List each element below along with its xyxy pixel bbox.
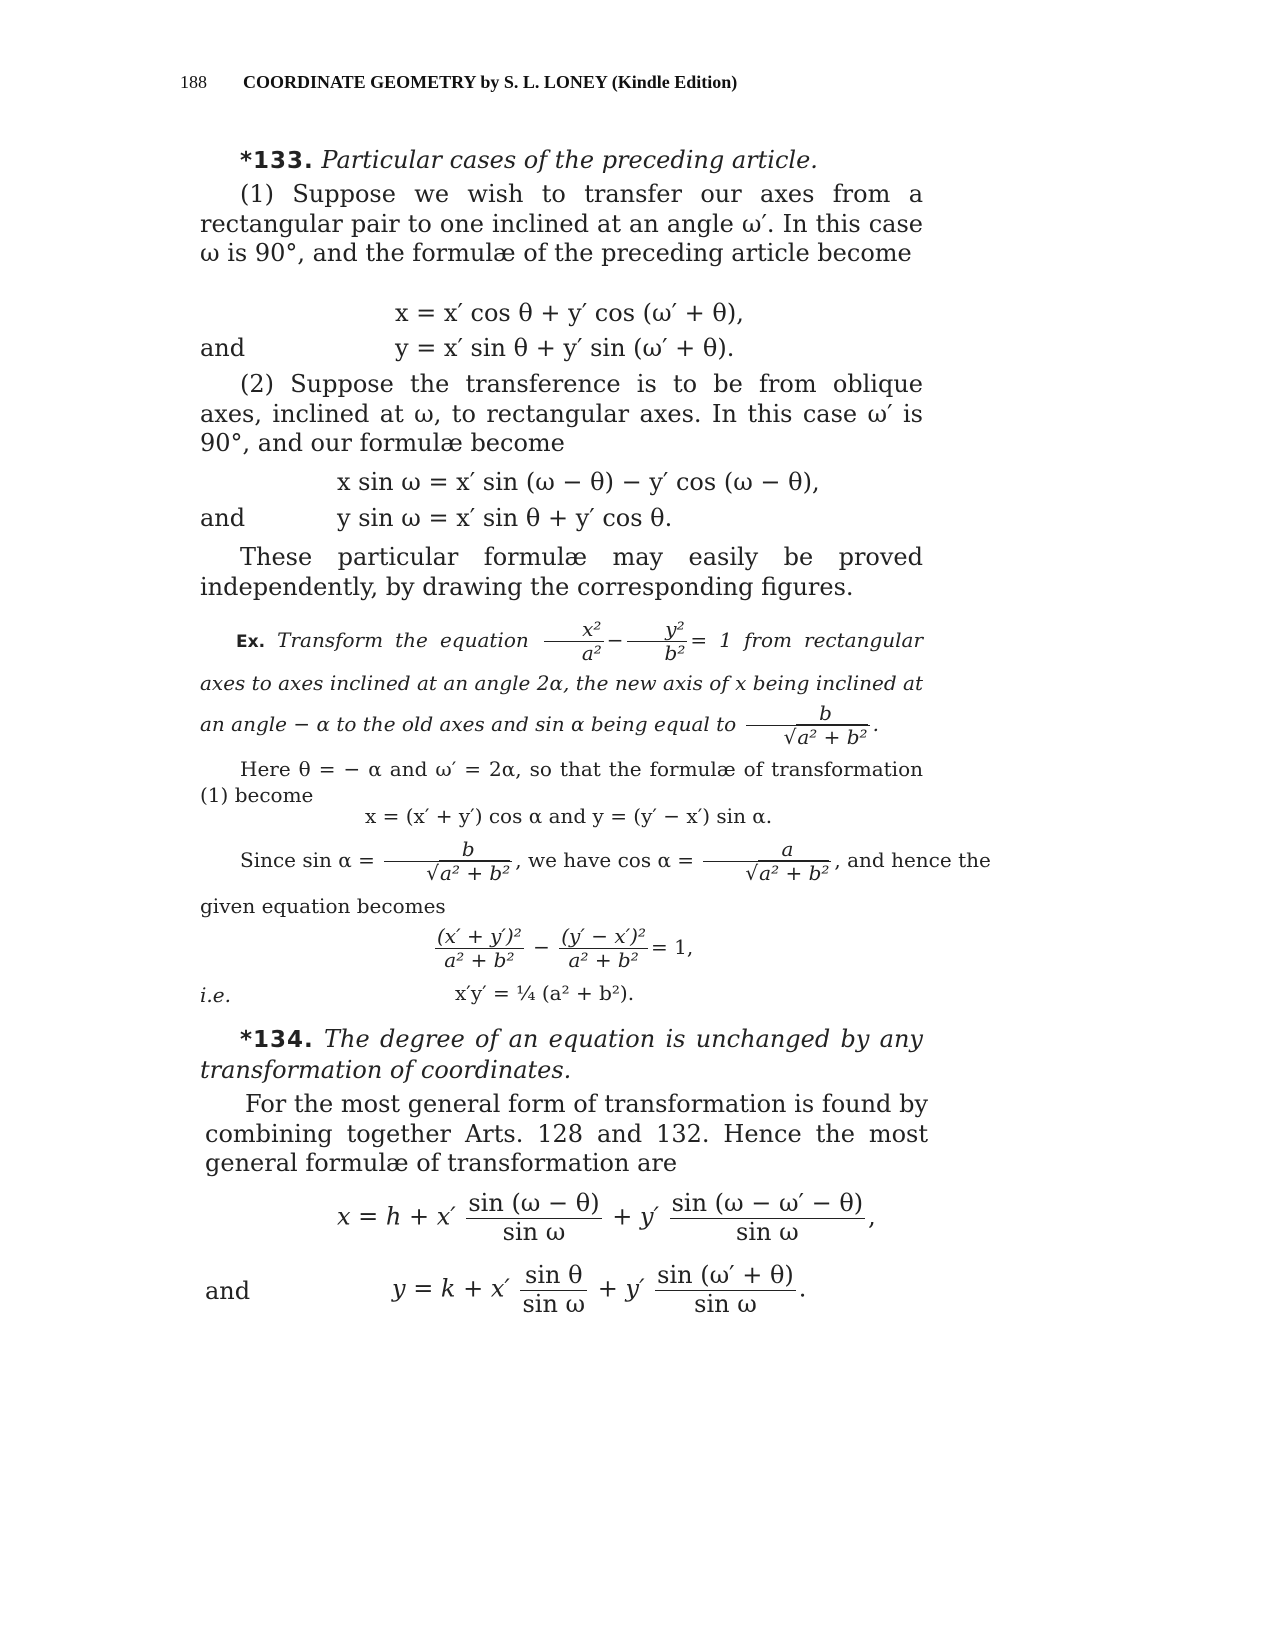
equation-2b: y sin ω = x′ sin θ + y′ cos θ. (337, 504, 673, 532)
paragraph-case-1: (1) Suppose we wish to transfer our axes from a rectangular pair to one inclined at an angle ω′. In this case ω is 90°, and the formulæ of the preceding article become (200, 180, 923, 267)
and-label: and (205, 1277, 251, 1305)
equation-1b: y = x′ sin θ + y′ sin (ω′ + θ). (395, 334, 735, 362)
example-solution-3: given equation becomes (200, 894, 446, 918)
example-solution-1: Here θ = − α and ω′ = 2α, so that the formulæ of transformation (1) become (200, 757, 923, 807)
example-text-a: Transform the equation (277, 628, 529, 652)
paragraph-note: These particular formulæ may easily be proved independently, by drawing the corresponding figures. (200, 543, 923, 601)
and-label: and (200, 334, 246, 362)
fraction-x2-a2: $\frac{\text{x²}}{\text{a²}}$ (544, 618, 604, 665)
article-number: *134. (240, 1027, 314, 1053)
equation-3: x = (x′ + y′) cos α and y = (y′ − x′) sin α. (365, 804, 773, 828)
example-text-b: = 1 from rectangular axes to axes inclined at an angle 2α, the new axis of x being inclined at an angle − α to the old axes and sin α being equal to (200, 628, 924, 736)
article-134-heading (200, 1025, 923, 1085)
equation-2a: x sin ω = x′ sin (ω − θ) − y′ cos (ω − θ), (337, 468, 820, 496)
equation-6: x = h + x′ $\frac{\sin (\omega - \theta)}{\text{sin ω}}$ + y′ $\frac{\sin (\omega - \omega' - \theta)}{\text{sin ω}}$ , (337, 1189, 876, 1246)
fraction-sin-alpha: $\frac{b}{\text{√a² + b²}}$ (384, 838, 512, 885)
equation-5: x′y′ = ¼ (a² + b²). (455, 981, 635, 1005)
article-title: The degree of an equation is unchanged by any transformation of coordinates. (200, 1025, 923, 1084)
and-label: and (200, 504, 246, 532)
example-solution-2: Since sin α = $\frac{b}{\text{√a² + b²}}$ , we have cos α = $\frac{a}{\text{√a² + b²}}$ , and hence the (240, 837, 991, 885)
article-133-heading (200, 146, 923, 177)
example-label: Ex. (236, 632, 266, 652)
book-title: COORDINATE GEOMETRY by S. L. LONEY (Kindle Edition) (243, 72, 738, 92)
running-header (180, 72, 737, 93)
fraction-y2-b2: $\frac{\text{y²}}{\text{b²}}$ (627, 618, 688, 665)
fraction-eq7-first: $\frac{\text{sin θ}}{\text{sin ω}}$ (522, 1261, 586, 1318)
equation-7: y = k + x′ $\frac{\text{sin θ}}{\text{sin ω}}$ + y′ $\frac{\sin (\omega' + \theta)}{\text{sin ω}}$ . (392, 1261, 807, 1318)
article-title: Particular cases of the preceding article. (321, 146, 818, 174)
fraction-eq7-second: $\frac{\sin (\omega' + \theta)}{\text{sin ω}}$ (657, 1261, 794, 1318)
example-statement: Ex. Transform the equation $\frac{\text{x²}}{\text{a²}}$ − $\frac{\text{y²}}{\text{b²}}$ = 1 from rectangular axes to axes inclined at an angle 2α, the new axis of x being inclined at an angle − α to the old axes and sin α being equal to $\frac{b}{\text{√a² + b²}}$ . (200, 617, 924, 749)
page-number: 188 (180, 72, 207, 92)
fraction-eq4-first: $\frac{\text{(x′ + y′)²}}{\text{a² + b²}}$ (437, 924, 522, 972)
fraction-eq6-second: $\frac{\sin (\omega - \omega' - \theta)}{\text{sin ω}}$ (671, 1189, 864, 1246)
fraction-eq4-second: $\frac{\text{(y′ − x′)²}}{\text{a² + b²}}$ (561, 924, 647, 972)
fraction-eq6-first: $\frac{\sin (\omega - \theta)}{\text{sin ω}}$ (468, 1189, 600, 1246)
fraction-b-sqrt: $\frac{b}{\text{√a² + b²}}$ (746, 702, 870, 749)
paragraph-case-2: (2) Suppose the transference is to be from oblique axes, inclined at ω, to rectangular axes. In this case ω′ is 90°, and our formulæ become (200, 370, 923, 457)
fraction-cos-alpha: $\frac{a}{\text{√a² + b²}}$ (703, 838, 831, 885)
equation-1a: x = x′ cos θ + y′ cos (ω′ + θ), (395, 299, 744, 327)
paragraph-general: For the most general form of transformation is found by combining together Arts. 128 and 132. Hence the most general formulæ of transformation are (205, 1090, 928, 1177)
article-number: *133. (240, 148, 314, 174)
ie-label: i.e. (200, 983, 231, 1007)
equation-4: $\frac{\text{(x′ + y′)²}}{\text{a² + b²}}$ − $\frac{\text{(y′ − x′)²}}{\text{a² + b²}}$ = 1, (437, 924, 694, 972)
